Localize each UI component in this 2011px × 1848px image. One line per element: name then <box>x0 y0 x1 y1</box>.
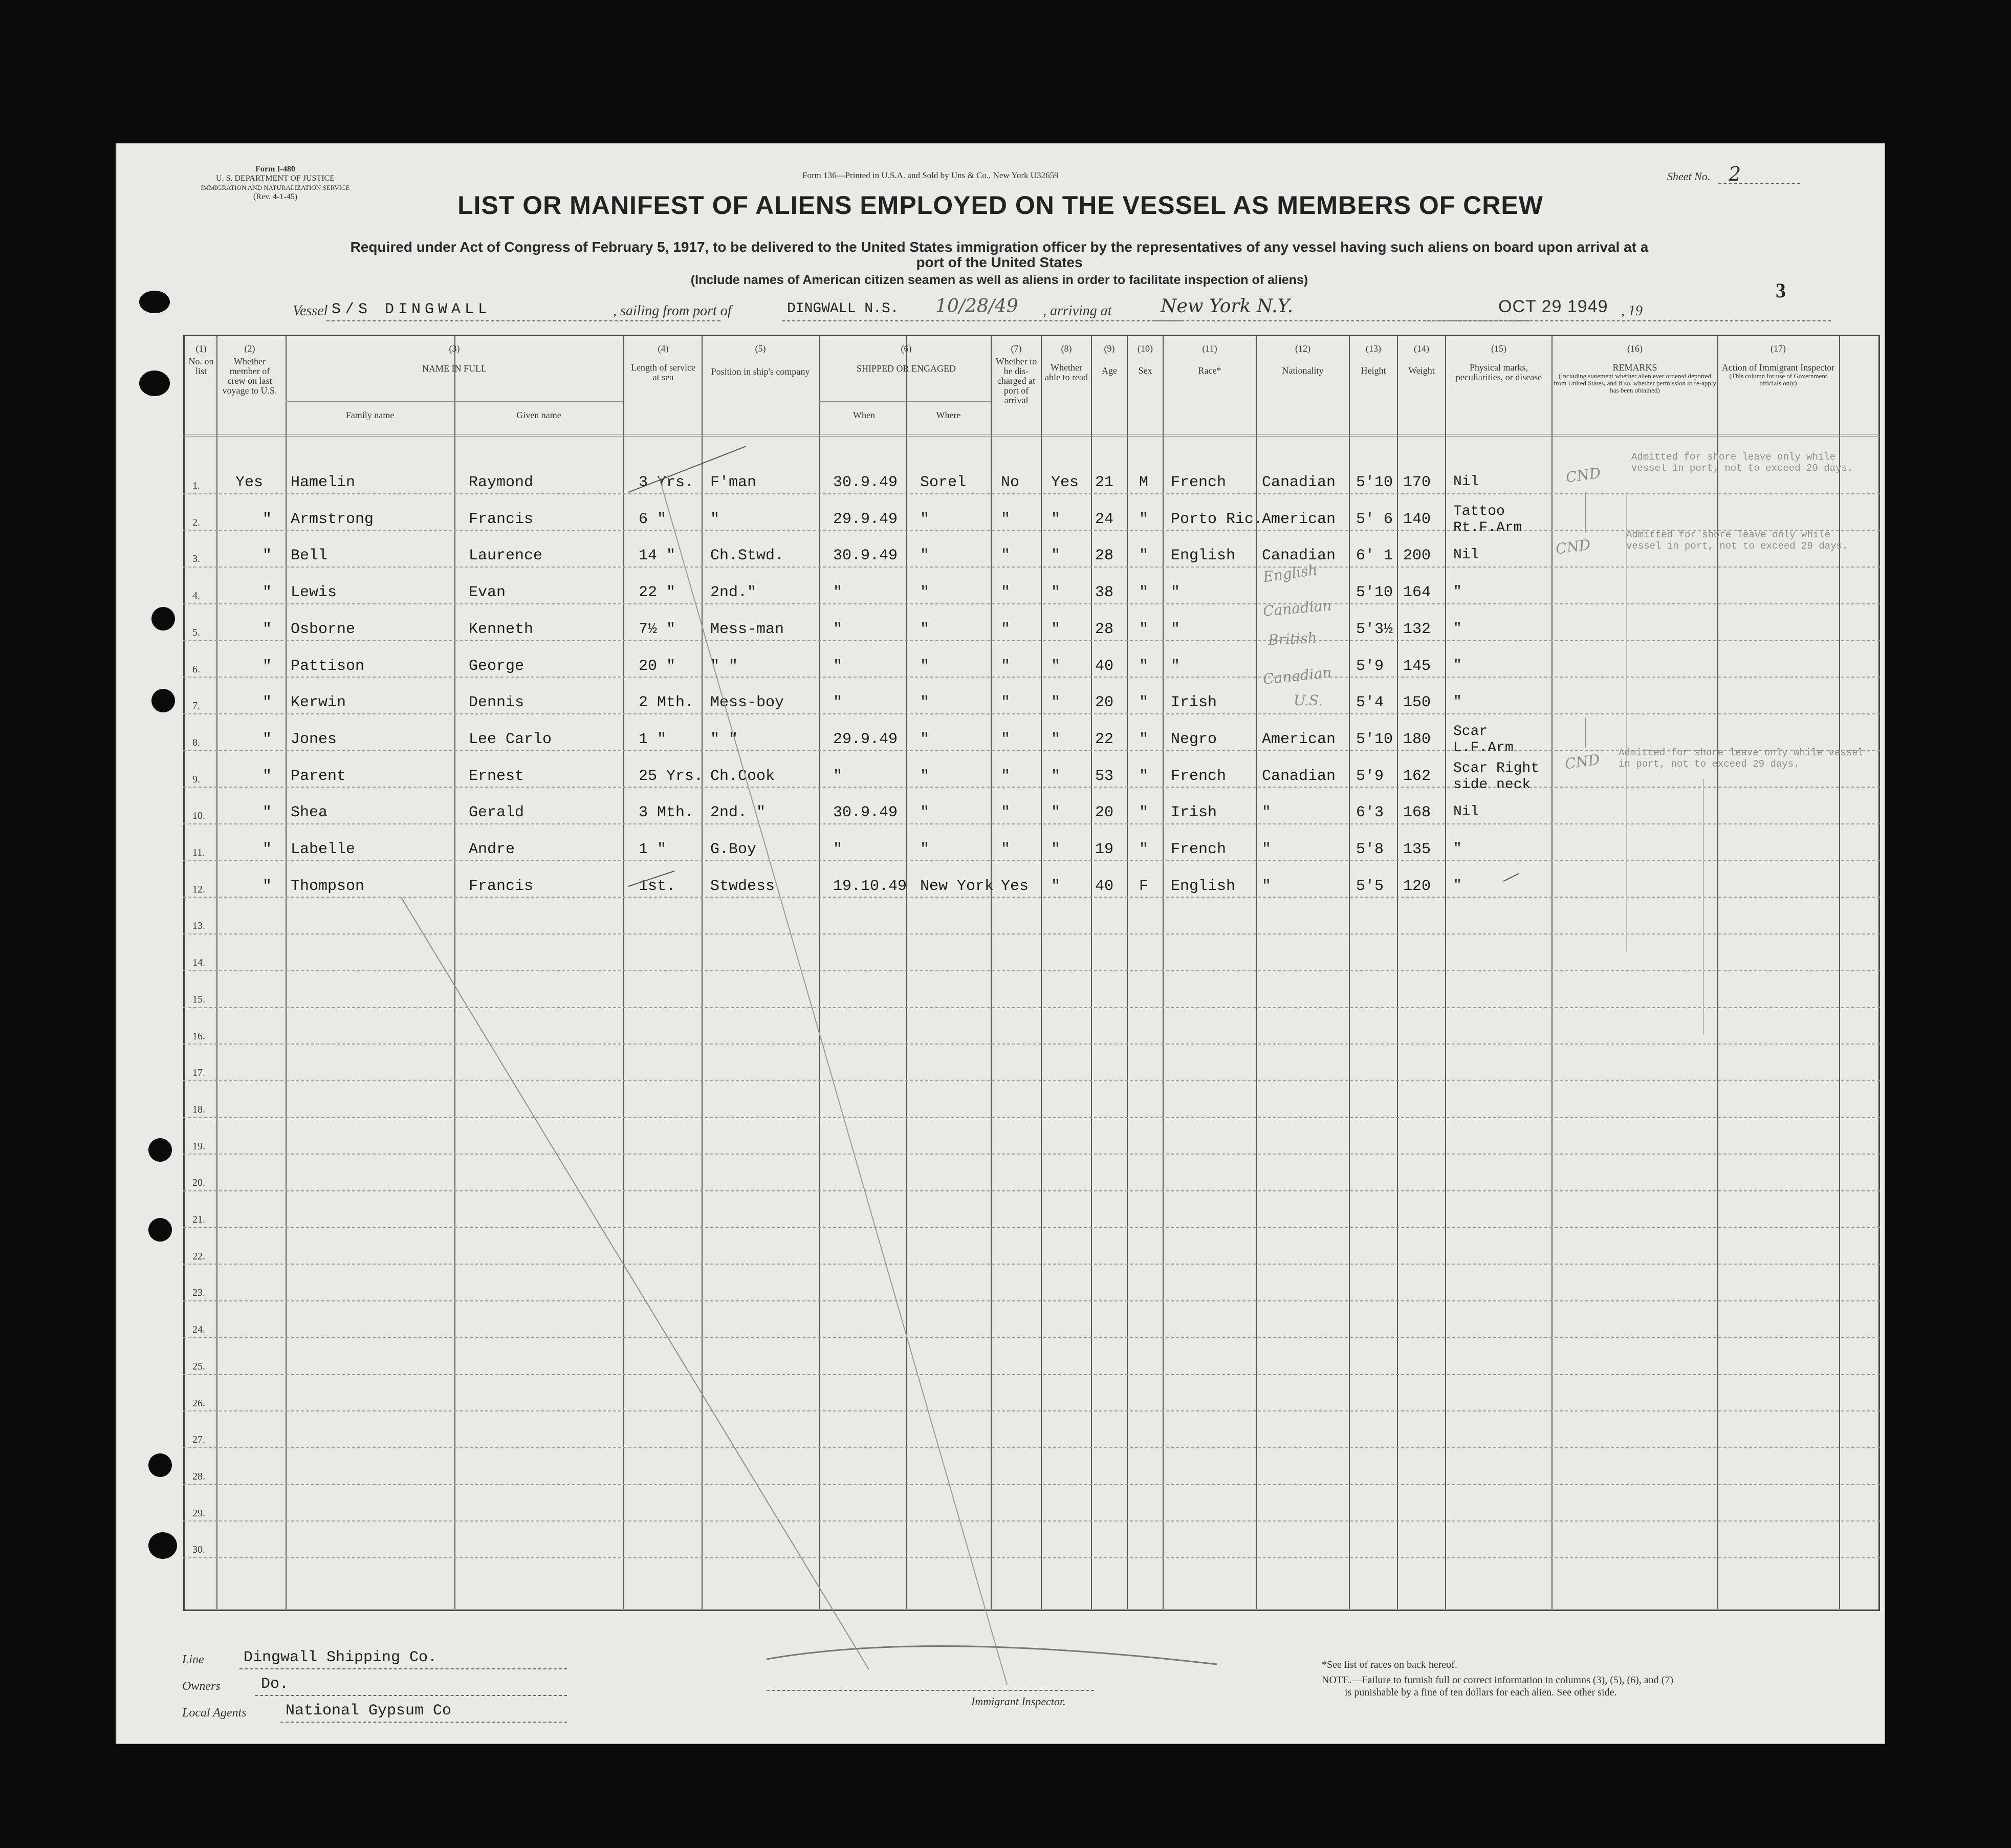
physical-marks-cell: Scar Right side neck <box>1453 760 1540 793</box>
read-cell: " <box>1051 878 1061 895</box>
sex-cell: " <box>1139 658 1149 675</box>
service-cell: 25 Yrs. <box>639 768 704 785</box>
race-cell: Negro <box>1171 731 1217 748</box>
footer-note-1: NOTE.—Failure to furnish full or correct information in columns (3), (5), (6), and (7) <box>1322 1675 1674 1686</box>
col-13-header: (13) Height <box>1361 343 1386 376</box>
height-cell: 5'5 <box>1356 878 1384 895</box>
family-name-cell: Labelle <box>291 841 356 858</box>
height-cell: 6'3 <box>1356 804 1384 821</box>
col-17-header: (17) Action of Immigrant Inspector (This column for use of Government officials only) <box>1721 343 1835 387</box>
family-name-cell: Osborne <box>291 621 356 638</box>
binding-hole <box>139 291 170 313</box>
race-cell: " <box>1171 658 1181 675</box>
row-number: 7. <box>192 700 200 711</box>
discharged-cell: " <box>1001 621 1011 638</box>
row-number: 2. <box>192 517 200 528</box>
age-cell: 28 <box>1095 547 1114 564</box>
family-name-cell: Lewis <box>291 584 337 601</box>
nationality-cell: Canadian <box>1262 768 1336 785</box>
age-cell: 24 <box>1095 511 1114 528</box>
age-cell: 53 <box>1095 768 1114 785</box>
row-number: 22. <box>192 1251 205 1262</box>
nationality-note-7: Canadian <box>1262 664 1332 688</box>
weight-cell: 140 <box>1403 511 1431 528</box>
physical-marks-cell: Scar L.F.Arm <box>1453 724 1514 756</box>
discharged-cell: No <box>1001 474 1020 491</box>
row-number: 23. <box>192 1287 205 1298</box>
shipped-when-cell: " <box>833 584 843 601</box>
crew-cell: " <box>263 584 272 601</box>
manifest-sheet <box>117 144 1884 1743</box>
crew-cell: " <box>263 841 272 858</box>
height-cell: 5'9 <box>1356 768 1384 785</box>
height-cell: 5'10 <box>1356 731 1393 748</box>
family-name-cell: Hamelin <box>291 474 356 491</box>
position-cell: " " <box>710 658 738 675</box>
position-cell: Stwdess <box>710 878 775 895</box>
binding-hole <box>151 689 175 712</box>
discharged-cell: " <box>1001 547 1011 564</box>
sailing-port: DINGWALL N.S. <box>787 301 899 317</box>
vessel-label: Vessel <box>293 303 328 319</box>
given-name-cell: Dennis <box>469 694 524 711</box>
row-number: 1. <box>192 480 200 491</box>
service-cell: 14 " <box>639 547 676 564</box>
weight-cell: 168 <box>1403 804 1431 821</box>
read-cell: " <box>1051 511 1061 528</box>
arrival-stamp-date: OCT 29 1949 <box>1498 297 1608 316</box>
age-cell: 40 <box>1095 658 1114 675</box>
race-cell: " <box>1171 584 1181 601</box>
col-7-header: (7) Whether to be dis-charged at port of arrival <box>995 343 1037 405</box>
given-name-cell: Evan <box>469 584 506 601</box>
sailing-date: 10/28/49 <box>935 296 1018 317</box>
physical-marks-cell: " <box>1453 878 1462 894</box>
shipped-where-cell: " <box>920 694 930 711</box>
discharged-cell: " <box>1001 658 1011 675</box>
row-number: 5. <box>192 627 200 638</box>
footer-line-underline <box>239 1668 567 1669</box>
crew-cell: " <box>263 511 272 528</box>
position-cell: " <box>710 511 720 528</box>
given-name-cell: Francis <box>469 878 534 895</box>
col-16-header: (16) REMARKS (Including statement whether alien ever ordered deported from United States, and if so, whether permission to re-apply has been obtained) <box>1553 343 1717 394</box>
col-8-header: (8) Whether able to read <box>1045 343 1088 382</box>
service-cell: 2 Mth. <box>639 694 694 711</box>
weight-cell: 132 <box>1403 621 1431 638</box>
shipped-where-cell: " <box>920 841 930 858</box>
pencil-strokes <box>117 144 1884 1743</box>
service-cell: 3 Mth. <box>639 804 694 821</box>
shipped-when-cell: " <box>833 768 843 785</box>
physical-marks-cell: Nil <box>1453 804 1479 820</box>
nationality-note-4: English <box>1262 561 1319 586</box>
shipped-when-cell: 30.9.49 <box>833 547 898 564</box>
age-cell: 22 <box>1095 731 1114 748</box>
row-number: 20. <box>192 1177 205 1188</box>
col-6-when-header: When <box>853 410 875 420</box>
row-number: 6. <box>192 664 200 675</box>
read-cell: " <box>1051 804 1061 821</box>
shipped-where-cell: " <box>920 584 930 601</box>
footer-agents-label: Local Agents <box>182 1706 247 1720</box>
col-6-header: (6) SHIPPED OR ENGAGED <box>856 343 956 374</box>
page-title: LIST OR MANIFEST OF ALIENS EMPLOYED ON THE VESSEL AS MEMBERS OF CREW <box>457 191 1543 220</box>
service-cell: 7½ " <box>639 621 676 638</box>
age-cell: 20 <box>1095 804 1114 821</box>
shipped-when-cell: 19.10.49 <box>833 878 907 895</box>
height-cell: 5'10 <box>1356 474 1393 491</box>
row-number: 9. <box>192 774 200 785</box>
age-cell: 40 <box>1095 878 1114 895</box>
row-number: 27. <box>192 1434 205 1445</box>
col-14-header: (14) Weight <box>1408 343 1435 376</box>
family-name-cell: Pattison <box>291 658 365 675</box>
arriving-port: New York N.Y. <box>1161 296 1294 317</box>
weight-cell: 150 <box>1403 694 1431 711</box>
col-5-header: (5) Position in ship's company <box>711 343 810 377</box>
family-name-cell: Jones <box>291 731 337 748</box>
shipped-when-cell: 29.9.49 <box>833 731 898 748</box>
sex-cell: " <box>1139 621 1149 638</box>
physical-marks-cell: " <box>1453 621 1462 637</box>
weight-cell: 180 <box>1403 731 1431 748</box>
row-number: 4. <box>192 590 200 601</box>
row-number: 11. <box>192 847 205 858</box>
shipped-when-cell: 30.9.49 <box>833 804 898 821</box>
form-service: IMMIGRATION AND NATURALIZATION SERVICE <box>201 184 350 191</box>
crew-cell: Yes <box>235 474 264 491</box>
year-label: , 19 <box>1621 303 1643 319</box>
sex-cell: " <box>1139 694 1149 711</box>
row-number: 29. <box>192 1508 205 1519</box>
subtitle-3: (Include names of American citizen seamen as well as aliens in order to facilitate inspection of aliens) <box>690 273 1308 287</box>
physical-marks-cell: Tattoo Rt.F.Arm <box>1453 504 1522 536</box>
height-cell: 5'8 <box>1356 841 1384 858</box>
row-number: 28. <box>192 1471 205 1482</box>
shipped-when-cell: " <box>833 658 843 675</box>
row-number: 19. <box>192 1141 205 1152</box>
form-number: Form I-480 <box>255 165 295 173</box>
row-number: 24. <box>192 1324 205 1335</box>
position-cell: 2nd. " <box>710 804 766 821</box>
position-cell: " " <box>710 731 738 748</box>
age-cell: 20 <box>1095 694 1114 711</box>
arriving-label: , arriving at <box>1043 303 1112 319</box>
binding-hole <box>151 607 175 631</box>
family-name-cell: Bell <box>291 547 328 564</box>
race-cell: French <box>1171 768 1227 785</box>
family-name-cell: Kerwin <box>291 694 346 711</box>
given-name-cell: Ernest <box>469 768 524 785</box>
sheet-label: Sheet No. <box>1667 170 1711 183</box>
sex-cell: " <box>1139 511 1149 528</box>
row-number: 17. <box>192 1067 205 1078</box>
col-1-header: (1) No. on list <box>188 343 214 376</box>
discharged-cell: " <box>1001 768 1011 785</box>
nationality-cell: Canadian <box>1262 547 1336 564</box>
crew-cell: " <box>263 731 272 748</box>
footer-agents-value: National Gypsum Co <box>286 1702 452 1720</box>
crew-cell: " <box>263 658 272 675</box>
height-cell: 5'10 <box>1356 584 1393 601</box>
discharged-cell: " <box>1001 804 1011 821</box>
footer-owners-label: Owners <box>182 1680 221 1693</box>
nationality-cell: " <box>1262 878 1272 895</box>
inspector-label: Immigrant Inspector. <box>971 1695 1066 1708</box>
read-cell: " <box>1051 694 1061 711</box>
footer-line-value: Dingwall Shipping Co. <box>244 1649 438 1666</box>
physical-marks-cell: " <box>1453 841 1462 857</box>
physical-marks-cell: " <box>1453 694 1462 710</box>
sex-cell: " <box>1139 731 1149 748</box>
given-name-cell: Raymond <box>469 474 534 491</box>
vessel-name: S/S DINGWALL <box>332 301 492 318</box>
shipped-where-cell: " <box>920 658 930 675</box>
printer-line: Form 136—Printed in U.S.A. and Sold by Uns & Co., New York U32659 <box>802 170 1059 180</box>
race-cell: Porto Ric. <box>1171 511 1263 528</box>
position-cell: Mess-man <box>710 621 784 638</box>
discharged-cell: " <box>1001 511 1011 528</box>
race-cell: French <box>1171 474 1227 491</box>
discharged-cell: " <box>1001 584 1011 601</box>
height-cell: 5'4 <box>1356 694 1384 711</box>
footer-line-label: Line <box>182 1653 204 1666</box>
discharged-cell: " <box>1001 731 1011 748</box>
crew-cell: " <box>263 694 272 711</box>
read-cell: " <box>1051 584 1061 601</box>
race-cell: " <box>1171 621 1181 638</box>
col-12-header: (12) Nationality <box>1282 343 1324 376</box>
discharged-cell: Yes <box>1001 878 1029 895</box>
remark-stamp-1: Admitted for shore leave only while vessel in port, not to exceed 29 days. <box>1631 451 1853 474</box>
given-name-cell: Francis <box>469 511 534 528</box>
race-cell: Irish <box>1171 694 1217 711</box>
crew-cell: " <box>263 547 272 564</box>
read-cell: " <box>1051 731 1061 748</box>
footer-owners-underline <box>255 1695 567 1696</box>
family-name-cell: Thompson <box>291 878 365 895</box>
row-number: 15. <box>192 994 205 1005</box>
weight-cell: 164 <box>1403 584 1431 601</box>
height-cell: 6' 1 <box>1356 547 1393 564</box>
shipped-where-cell: Sorel <box>920 474 967 491</box>
service-cell: 3 Yrs. <box>639 474 694 491</box>
binding-hole <box>148 1138 172 1162</box>
sex-cell: M <box>1139 474 1149 491</box>
shipped-where-cell: " <box>920 731 930 748</box>
crew-cell: " <box>263 878 272 895</box>
given-name-cell: Kenneth <box>469 621 534 638</box>
age-cell: 19 <box>1095 841 1114 858</box>
given-name-cell: Laurence <box>469 547 543 564</box>
physical-marks-cell: " <box>1453 584 1462 600</box>
position-cell: G.Boy <box>710 841 757 858</box>
col-10-header: (10) Sex <box>1138 343 1153 376</box>
binding-hole <box>139 371 170 396</box>
physical-marks-cell: Nil <box>1453 474 1479 490</box>
race-cell: French <box>1171 841 1227 858</box>
nationality-cell: American <box>1262 731 1336 748</box>
sheet-number: 2 <box>1729 163 1741 185</box>
sailing-label: , sailing from port of <box>613 303 732 319</box>
shipped-when-cell: 29.9.49 <box>833 511 898 528</box>
family-name-cell: Shea <box>291 804 328 821</box>
crew-cell: " <box>263 768 272 785</box>
row-number: 3. <box>192 553 200 564</box>
col-4-header: (4) Length of service at sea <box>631 343 695 382</box>
col-3-family-header: Family name <box>345 410 395 420</box>
discharged-cell: " <box>1001 841 1011 858</box>
given-name-cell: Andre <box>469 841 515 858</box>
read-cell: " <box>1051 658 1061 675</box>
sex-cell: " <box>1139 841 1149 858</box>
service-cell: 6 " <box>639 511 667 528</box>
binding-hole <box>148 1532 177 1559</box>
position-cell: Ch.Stwd. <box>710 547 784 564</box>
shipped-when-cell: " <box>833 841 843 858</box>
read-cell: " <box>1051 621 1061 638</box>
service-cell: 1 " <box>639 841 667 858</box>
cnd-mark-1: CND <box>1565 464 1602 486</box>
weight-cell: 120 <box>1403 878 1431 895</box>
height-cell: 5'3½ <box>1356 621 1393 638</box>
row-number: 10. <box>192 810 205 821</box>
nationality-note-6: British <box>1267 629 1318 649</box>
nationality-cell: American <box>1262 511 1336 528</box>
row-number: 25. <box>192 1361 205 1372</box>
col-11-header: (11) Race* <box>1198 343 1221 376</box>
height-cell: 5' 6 <box>1356 511 1393 528</box>
row-number: 30. <box>192 1544 205 1555</box>
footer-owners-value: Do. <box>261 1676 289 1693</box>
shipped-where-cell: " <box>920 547 930 564</box>
col-2-header: (2) Whether member of crew on last voyage to U.S. <box>222 343 277 396</box>
shipped-where-cell: " <box>920 804 930 821</box>
shipped-when-cell: " <box>833 694 843 711</box>
sex-cell: F <box>1139 878 1149 895</box>
row-number: 16. <box>192 1031 205 1042</box>
weight-cell: 145 <box>1403 658 1431 675</box>
nationality-cell: " <box>1262 841 1272 858</box>
race-cell: English <box>1171 878 1236 895</box>
sex-cell: " <box>1139 804 1149 821</box>
binding-hole <box>148 1218 172 1242</box>
discharged-cell: " <box>1001 694 1011 711</box>
service-cell: 1 " <box>639 731 667 748</box>
col-9-header: (9) Age <box>1102 343 1117 376</box>
shipped-where-cell: " <box>920 621 930 638</box>
row-number: 26. <box>192 1398 205 1409</box>
race-cell: English <box>1171 547 1236 564</box>
row-number: 14. <box>192 957 205 968</box>
row-number: 21. <box>192 1214 205 1225</box>
position-cell: F'man <box>710 474 757 491</box>
read-cell: " <box>1051 768 1061 785</box>
nationality-cell: " <box>1262 804 1272 821</box>
subtitle-2: port of the United States <box>916 254 1083 270</box>
cnd-mark-3: CND <box>1564 751 1601 773</box>
read-cell: " <box>1051 841 1061 858</box>
given-name-cell: George <box>469 658 524 675</box>
footer-agents-underline <box>280 1722 567 1723</box>
remark-stamp-2: Admitted for shore leave only while vessel in port, not to exceed 29 days. <box>1626 529 1848 552</box>
service-cell: 1st. <box>639 878 676 895</box>
weight-cell: 200 <box>1403 547 1431 564</box>
nationality-cell: Canadian <box>1262 474 1336 491</box>
shipped-when-cell: " <box>833 621 843 638</box>
crew-cell: " <box>263 804 272 821</box>
race-cell: Irish <box>1171 804 1217 821</box>
crew-cell: " <box>263 621 272 638</box>
row-number: 12. <box>192 884 205 895</box>
physical-marks-cell: " <box>1453 658 1462 673</box>
position-cell: Mess-boy <box>710 694 784 711</box>
shipped-when-cell: 30.9.49 <box>833 474 898 491</box>
weight-cell: 162 <box>1403 768 1431 785</box>
shipped-where-cell: " <box>920 768 930 785</box>
row-number: 18. <box>192 1104 205 1115</box>
sex-cell: " <box>1139 584 1149 601</box>
form-rev: (Rev. 4-1-45) <box>253 192 298 201</box>
binding-hole <box>148 1453 172 1477</box>
col-6-where-header: Where <box>936 410 961 420</box>
col-15-header: (15) Physical marks, peculiarities, or disease <box>1455 343 1542 382</box>
age-cell: 28 <box>1095 621 1114 638</box>
inspector-signature-line <box>767 1690 1094 1691</box>
age-cell: 38 <box>1095 584 1114 601</box>
col-3-given-header: Given name <box>516 410 561 420</box>
physical-marks-cell: Nil <box>1453 547 1479 563</box>
row-number: 13. <box>192 920 205 931</box>
nationality-note-7b: U.S. <box>1294 692 1323 709</box>
weight-cell: 170 <box>1403 474 1431 491</box>
read-cell: Yes <box>1051 474 1079 491</box>
remark-stamp-3: Admitted for shore leave only while vessel in port, not to exceed 29 days. <box>1619 747 1864 770</box>
age-cell: 21 <box>1095 474 1114 491</box>
footer-note-2: is punishable by a fine of ten dollars for each alien. See other side. <box>1345 1687 1617 1698</box>
read-cell: " <box>1051 547 1061 564</box>
col-3-header: (3) NAME IN FULL <box>422 343 487 374</box>
corner-number: 3 <box>1776 279 1786 302</box>
sex-cell: " <box>1139 768 1149 785</box>
service-cell: 22 " <box>639 584 676 601</box>
sex-cell: " <box>1139 547 1149 564</box>
row-number: 8. <box>192 737 200 748</box>
subtitle-1: Required under Act of Congress of February 5, 1917, to be delivered to the United States immigration officer by the representatives of any vessel having such aliens on board upon arrival at a <box>350 239 1649 255</box>
given-name-cell: Gerald <box>469 804 524 821</box>
position-cell: 2nd." <box>710 584 757 601</box>
height-cell: 5'9 <box>1356 658 1384 675</box>
shipped-where-cell: New York <box>920 878 994 895</box>
cnd-mark-2: CND <box>1555 536 1592 558</box>
service-cell: 20 " <box>639 658 676 675</box>
family-name-cell: Parent <box>291 768 346 785</box>
shipped-where-cell: " <box>920 511 930 528</box>
weight-cell: 135 <box>1403 841 1431 858</box>
position-cell: Ch.Cook <box>710 768 775 785</box>
nationality-note-5: Canadian <box>1262 597 1332 620</box>
family-name-cell: Armstrong <box>291 511 374 528</box>
footer-races-note: *See list of races on back hereof. <box>1322 1659 1457 1670</box>
given-name-cell: Lee Carlo <box>469 731 552 748</box>
form-dept: U. S. DEPARTMENT OF JUSTICE <box>216 174 335 183</box>
